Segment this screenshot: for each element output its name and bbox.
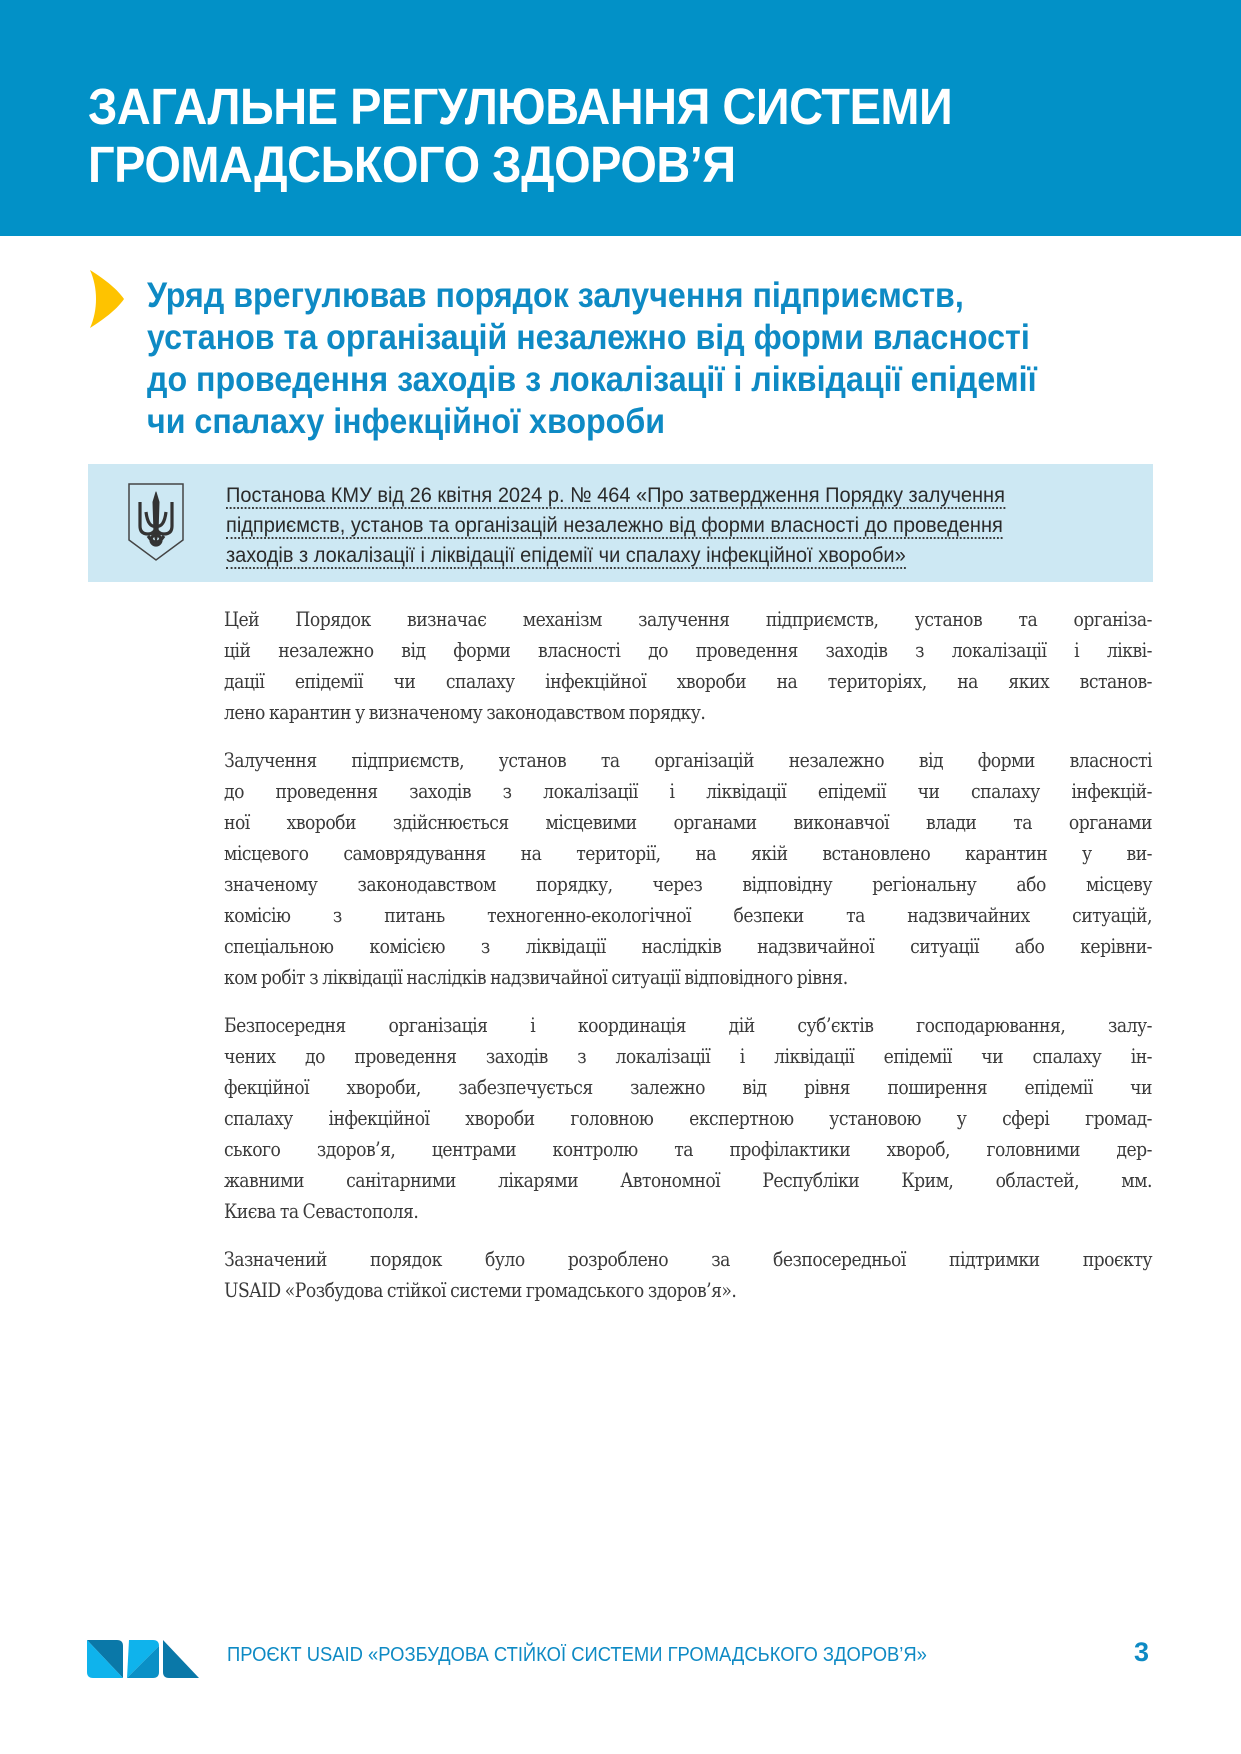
- legal-reference-line[interactable]: підприємств, установ та організацій незалежно від форми власності до проведення: [226, 513, 1003, 537]
- text-line: Цей Порядок визначає механізм залучення підприємств, установ та організа-: [224, 607, 1152, 631]
- text-line: Залучення підприємств, установ та організацій незалежно від форми власності: [224, 748, 1152, 772]
- text-line: місцевого самоврядування на території, на якій встановлено карантин у ви-: [224, 841, 1152, 865]
- page-number: 3: [1134, 1637, 1150, 1667]
- page-title: [88, 78, 1100, 194]
- arrow-bullet-icon: [88, 270, 124, 328]
- text-line: USAID «Розбудова стійкої системи громадського здоров’я».: [224, 1278, 737, 1302]
- section-heading-line: до проведення заходів з локалізації і ліквідації епідемії: [147, 360, 1037, 399]
- page-title-line: ЗАГАЛЬНЕ РЕГУЛЮВАННЯ СИСТЕМИ: [88, 78, 953, 135]
- text-line: фекційної хвороби, забезпечується залежно від рівня поширення епідемії чи: [224, 1075, 1152, 1099]
- paragraph: [224, 604, 1152, 728]
- text-line: лено карантин у визначеному законодавством порядку.: [224, 700, 706, 724]
- project-logo-icon: [87, 1636, 211, 1678]
- text-line: ної хвороби здійснюється місцевими органами виконавчої влади та органами: [224, 810, 1152, 834]
- legal-reference-line[interactable]: заходів з локалізації і ліквідації епідемії чи спалаху інфекційної хвороби»: [226, 543, 906, 567]
- section-heading-line: Уряд врегулював порядок залучення підприємств,: [147, 276, 964, 315]
- paragraph: [224, 1010, 1152, 1227]
- text-line: чених до проведення заходів з локалізації і ліквідації епідемії чи спалаху ін-: [224, 1044, 1152, 1068]
- legal-reference-link[interactable]: [226, 482, 1110, 572]
- footer-project-name: ПРОЄКТ USAID «РОЗБУДОВА СТІЙКОЇ СИСТЕМИ ГРОМАДСЬКОГО ЗДОРОВ’Я»: [227, 1644, 927, 1666]
- text-line: жавними санітарними лікарями Автономної Республіки Крим, областей, мм.: [224, 1168, 1152, 1192]
- page-title-line: ГРОМАДСЬКОГО ЗДОРОВ’Я: [88, 136, 736, 193]
- text-line: цій незалежно від форми власності до проведення заходів з локалізації і ліквi-: [224, 638, 1152, 662]
- text-line: значеному законодавством порядку, через відповідну регіональну або місцеву: [224, 872, 1152, 896]
- legal-reference-box: [88, 464, 1153, 582]
- legal-reference-line[interactable]: Постанова КМУ від 26 квітня 2024 р. № 464 «Про затвердження Порядку залучення: [226, 483, 1005, 507]
- text-line: дації епідемії чи спалаху інфекційної хвороби на територіях, на яких встанов-: [224, 669, 1152, 693]
- text-line: до проведення заходів з локалізації і ліквідації епідемії чи спалаху інфекцій-: [224, 779, 1152, 803]
- text-line: спалаху інфекційної хвороби головною експертною установою у сфері громад-: [224, 1106, 1152, 1130]
- coat-of-arms-icon: [126, 482, 186, 562]
- header-banner: [0, 0, 1241, 236]
- text-line: ського здоров’я, центрами контролю та профілактики хвороб, головними дер-: [224, 1137, 1152, 1161]
- section-heading: [147, 275, 1159, 443]
- paragraph: [224, 1244, 1152, 1306]
- text-line: Києва та Севастополя.: [224, 1199, 419, 1223]
- section-heading-line: чи спалаху інфекційної хвороби: [147, 402, 666, 441]
- paragraph: [224, 745, 1152, 993]
- text-line: ком робіт з ліквідації наслідків надзвичайної ситуації відповідного рівня.: [224, 965, 848, 989]
- text-line: Зазначений порядок було розроблено за безпосередньої підтримки проєкту: [224, 1247, 1152, 1271]
- text-line: комісію з питань техногенно-екологічної безпеки та надзвичайних ситуацій,: [224, 903, 1152, 927]
- section-heading-line: установ та організацій незалежно від форми власності: [147, 318, 1030, 357]
- text-line: спеціальною комісією з ліквідації наслідків надзвичайної ситуації або керівни-: [224, 934, 1152, 958]
- text-line: Безпосередня організація і координація дій суб’єктів господарювання, залу-: [224, 1013, 1152, 1037]
- body-text: [224, 604, 1152, 1323]
